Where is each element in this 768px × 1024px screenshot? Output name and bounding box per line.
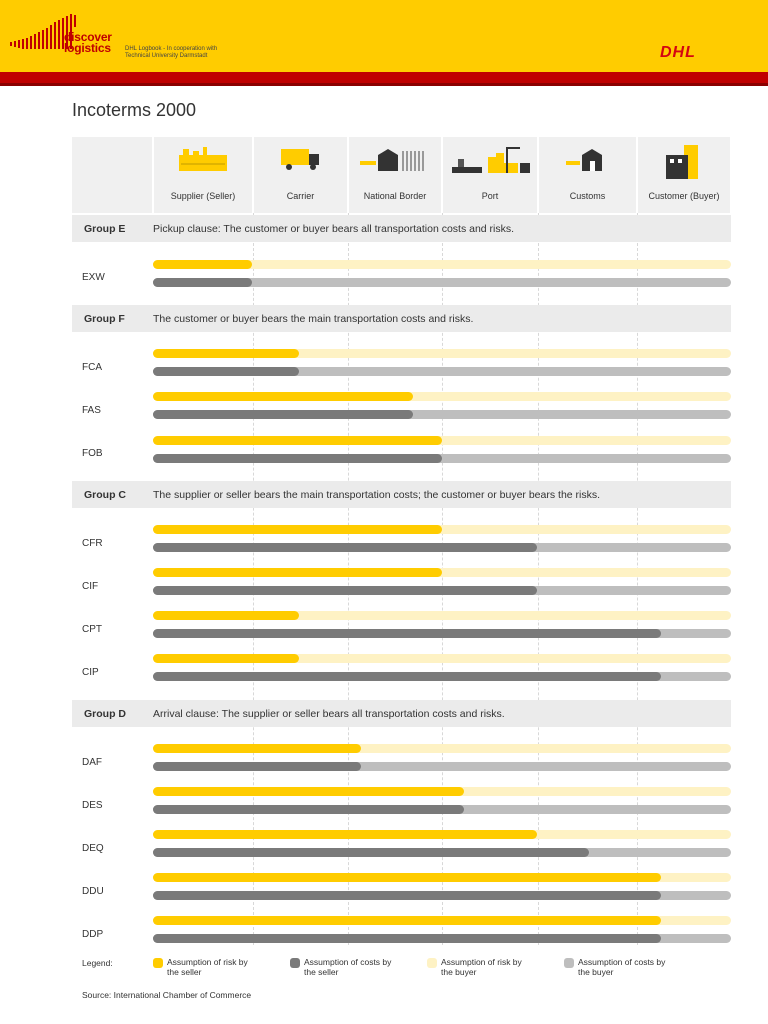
risk-seller-bar [153,349,299,358]
legend-swatch [290,958,300,968]
risk-seller-bar [153,787,464,796]
logo-line-1: discover [64,30,112,44]
risk-seller-bar [153,873,661,882]
risk-buyer-bar [153,787,731,796]
costs-seller-bar [153,762,361,771]
term-label: FOB [82,448,103,459]
costs-seller-bar [153,891,661,900]
costs-seller-bar [153,934,661,943]
group-name: Group D [84,708,126,720]
risk-seller-bar [153,568,442,577]
term-label: DDP [82,929,104,940]
term-label: FCA [82,362,102,373]
risk-seller-bar [153,260,252,269]
group-header [72,700,731,727]
group-name: Group F [84,313,125,325]
column-label: Customer (Buyer) [648,191,720,201]
term-label: CPT [82,624,102,635]
risk-seller-bar [153,654,299,663]
risk-seller-bar [153,916,661,925]
column-header [154,137,252,213]
risk-buyer-bar [153,525,731,534]
term-label: EXW [82,272,105,283]
group-header [72,305,731,332]
legend-text [304,957,391,977]
risk-buyer-bar [153,830,731,839]
term-label: CIF [82,581,99,592]
costs-buyer-bar [153,543,731,552]
legend-text [167,957,248,977]
risk-buyer-bar [153,873,731,882]
term-label: CIP [82,667,99,678]
risk-buyer-bar [153,744,731,753]
costs-seller-bar [153,454,442,463]
costs-buyer-bar [153,848,731,857]
costs-buyer-bar [153,586,731,595]
term-label: FAS [82,405,101,416]
costs-seller-bar [153,629,661,638]
risk-buyer-bar [153,568,731,577]
risk-seller-bar [153,744,361,753]
column-header-blank [72,137,152,213]
header-red-stripe [0,72,768,86]
group-description: The customer or buyer bears the main transportation costs and risks. [153,313,474,325]
costs-buyer-bar [153,934,731,943]
term-label: DAF [82,757,102,768]
legend-swatch [427,958,437,968]
costs-seller-bar [153,805,464,814]
legend-text-line-1: Assumption of costs by [304,957,392,967]
legend-title: Legend: [82,958,113,968]
legend-text-line-1: Assumption of costs by [578,957,666,967]
group-description: The supplier or seller bears the main transportation costs; the customer or buyer bears the risks. [153,489,601,501]
group-name: Group C [84,489,126,501]
term-label: CFR [82,538,103,549]
legend-text-line-2: the seller [167,967,202,977]
column-label: Customs [569,191,606,201]
risk-buyer-bar [153,916,731,925]
column-header [638,137,730,213]
costs-seller-bar [153,848,589,857]
legend-text-line-1: Assumption of risk by [167,957,248,967]
risk-buyer-bar [153,392,731,401]
tagline-line-1: DHL Logbook - In cooperation with [125,46,218,52]
costs-seller-bar [153,367,299,376]
column-header [539,137,636,213]
source-note: Source: International Chamber of Commerce [82,990,252,1000]
group-name: Group E [84,223,126,235]
group-header [72,481,731,508]
legend-text-line-1: Assumption of risk by [441,957,522,967]
costs-buyer-bar [153,672,731,681]
costs-buyer-bar [153,805,731,814]
group-description: Arrival clause: The supplier or seller bears all transportation costs and risks. [153,708,505,720]
costs-seller-bar [153,672,661,681]
costs-buyer-bar [153,762,731,771]
legend-text-line-2: the seller [304,967,339,977]
dhl-logo: DHL [660,44,696,61]
costs-buyer-bar [153,367,731,376]
page-title: Incoterms 2000 [72,100,197,120]
logo-line-2: logistics [64,41,111,55]
header-bar [0,0,768,72]
tagline [125,46,217,60]
term-label: DDU [82,886,104,897]
legend-text [578,957,665,977]
legend-swatch [564,958,574,968]
risk-seller-bar [153,436,442,445]
costs-seller-bar [153,586,537,595]
risk-seller-bar [153,830,537,839]
risk-buyer-bar [153,654,731,663]
costs-buyer-bar [153,629,731,638]
costs-buyer-bar [153,410,731,419]
risk-seller-bar [153,611,299,620]
risk-buyer-bar [153,260,731,269]
column-header [254,137,347,213]
costs-buyer-bar [153,454,731,463]
risk-buyer-bar [153,436,731,445]
risk-seller-bar [153,392,413,401]
column-label: Port [481,191,499,201]
group-description: Pickup clause: The customer or buyer bears all transportation costs and risks. [153,223,515,235]
term-label: DES [82,800,103,811]
column-header [349,137,441,213]
risk-seller-bar [153,525,442,534]
term-label: DEQ [82,843,104,854]
legend-text [441,957,522,977]
column-label: National Border [363,191,427,201]
legend-text-line-2: the buyer [441,967,477,977]
risk-buyer-bar [153,611,731,620]
column-header-row [72,137,731,213]
column-label: Supplier (Seller) [170,191,236,201]
risk-buyer-bar [153,349,731,358]
costs-buyer-bar [153,891,731,900]
legend-text-line-2: the buyer [578,967,614,977]
tagline-line-2: Technical University Darmstadt [125,53,208,59]
costs-seller-bar [153,410,413,419]
legend-swatch [153,958,163,968]
costs-buyer-bar [153,278,731,287]
costs-seller-bar [153,278,252,287]
column-header [443,137,537,213]
logo-wordmark [64,32,112,54]
costs-seller-bar [153,543,537,552]
column-label: Carrier [286,191,315,201]
group-header [72,215,731,242]
